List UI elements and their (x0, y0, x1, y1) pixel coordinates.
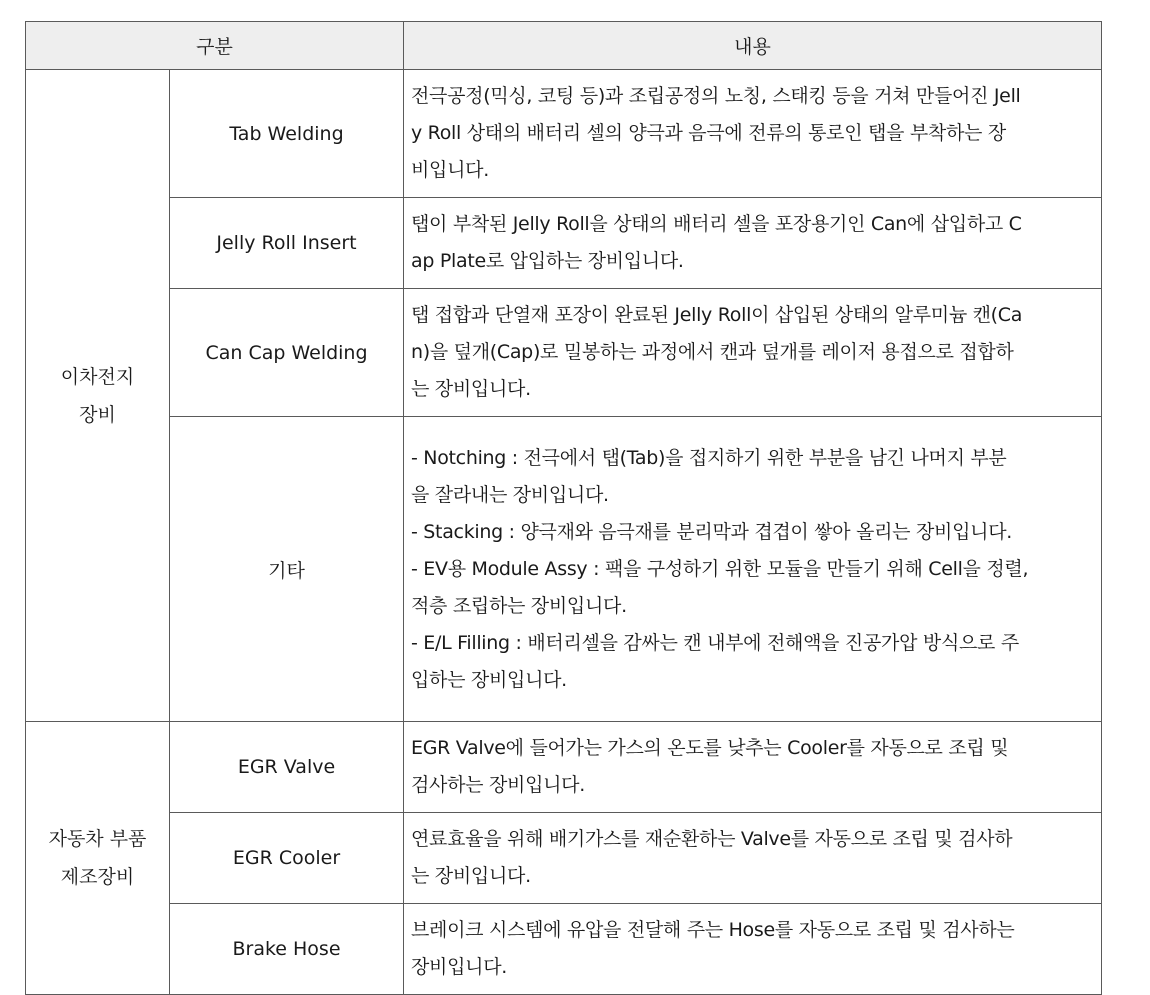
table-row (26, 813, 1102, 904)
table-row (26, 70, 1102, 198)
equipment-description (404, 813, 1102, 904)
description-line: 는 장비입니다. (411, 865, 531, 887)
category-line: 이차전지 (60, 365, 135, 388)
equipment-description (404, 289, 1102, 417)
header-category: 구분 (26, 22, 404, 70)
equipment-name: Jelly Roll Insert (170, 198, 404, 289)
equipment-description (404, 417, 1102, 722)
category-cell (26, 70, 170, 722)
category-line: 자동차 부품 (48, 828, 147, 850)
equipment-name: Can Cap Welding (170, 289, 404, 417)
description-line: 는 장비입니다. (411, 378, 531, 400)
description-line: - Notching : 전극에서 탭(Tab)을 접지하기 위한 부분을 남긴 나머지 부분 (411, 446, 1007, 469)
table-row (26, 722, 1102, 813)
category-line: 장비 (79, 403, 116, 426)
header-content: 내용 (404, 22, 1102, 70)
equipment-description (404, 904, 1102, 995)
description-line: 브레이크 시스템에 유압을 전달해 주는 Hose를 자동으로 조립 및 검사하는 (411, 919, 1015, 941)
description-line: y Roll 상태의 배터리 셀의 양극과 음극에 전류의 통로인 탭을 부착하는 장 (411, 122, 1006, 144)
description-line: 탭 접합과 단열재 포장이 완료된 Jelly Roll이 삽입된 상태의 알루미늄 캔(Ca (411, 304, 1023, 326)
table-row (26, 417, 1102, 722)
description-line: n)을 덮개(Cap)로 밀봉하는 과정에서 캔과 덮개를 레이저 용접으로 접합하 (411, 341, 1014, 363)
description-line: 적층 조립하는 장비입니다. (411, 594, 627, 617)
equipment-name: 기타 (170, 417, 404, 722)
description-line: 탭이 부착된 Jelly Roll을 상태의 배터리 셀을 포장용기인 Can에 삽입하고 C (411, 213, 1022, 235)
description-line: 연료효율을 위해 배기가스를 재순환하는 Valve를 자동으로 조립 및 검사하 (411, 828, 1013, 850)
description-line: 검사하는 장비입니다. (411, 774, 585, 796)
description-line: 장비입니다. (411, 956, 508, 978)
description-line: - EV용 Module Assy : 팩을 구성하기 위한 모듈을 만들기 위해 Cell을 정렬, (411, 557, 1029, 580)
description-line: - E/L Filling : 배터리셀을 감싸는 캔 내부에 전해액을 진공가압 방식으로 주 (411, 631, 1019, 654)
equipment-name: Brake Hose (170, 904, 404, 995)
equipment-description (404, 70, 1102, 198)
table-row (26, 904, 1102, 995)
description-line: 입하는 장비입니다. (411, 668, 567, 691)
equipment-description (404, 198, 1102, 289)
description-line: 을 잘라내는 장비입니다. (411, 483, 609, 506)
table-row (26, 289, 1102, 417)
equipment-name: EGR Valve (170, 722, 404, 813)
description-line: ap Plate로 압입하는 장비입니다. (411, 250, 684, 272)
category-line: 제조장비 (60, 866, 135, 888)
equipment-table (25, 21, 1102, 995)
description-line: 비입니다. (411, 159, 489, 181)
equipment-name: EGR Cooler (170, 813, 404, 904)
header-row (26, 22, 1102, 70)
description-line: - Stacking : 양극재와 음극재를 분리막과 겹겹이 쌓아 올리는 장비입니다. (411, 520, 1012, 543)
category-cell (26, 722, 170, 995)
description-line: EGR Valve에 들어가는 가스의 온도를 낮추는 Cooler를 자동으로 조립 및 (411, 737, 1009, 759)
equipment-description (404, 722, 1102, 813)
equipment-name: Tab Welding (170, 70, 404, 198)
table-row (26, 198, 1102, 289)
description-line: 전극공정(믹싱, 코팅 등)과 조립공정의 노칭, 스태킹 등을 거쳐 만들어진 Jell (411, 85, 1021, 107)
